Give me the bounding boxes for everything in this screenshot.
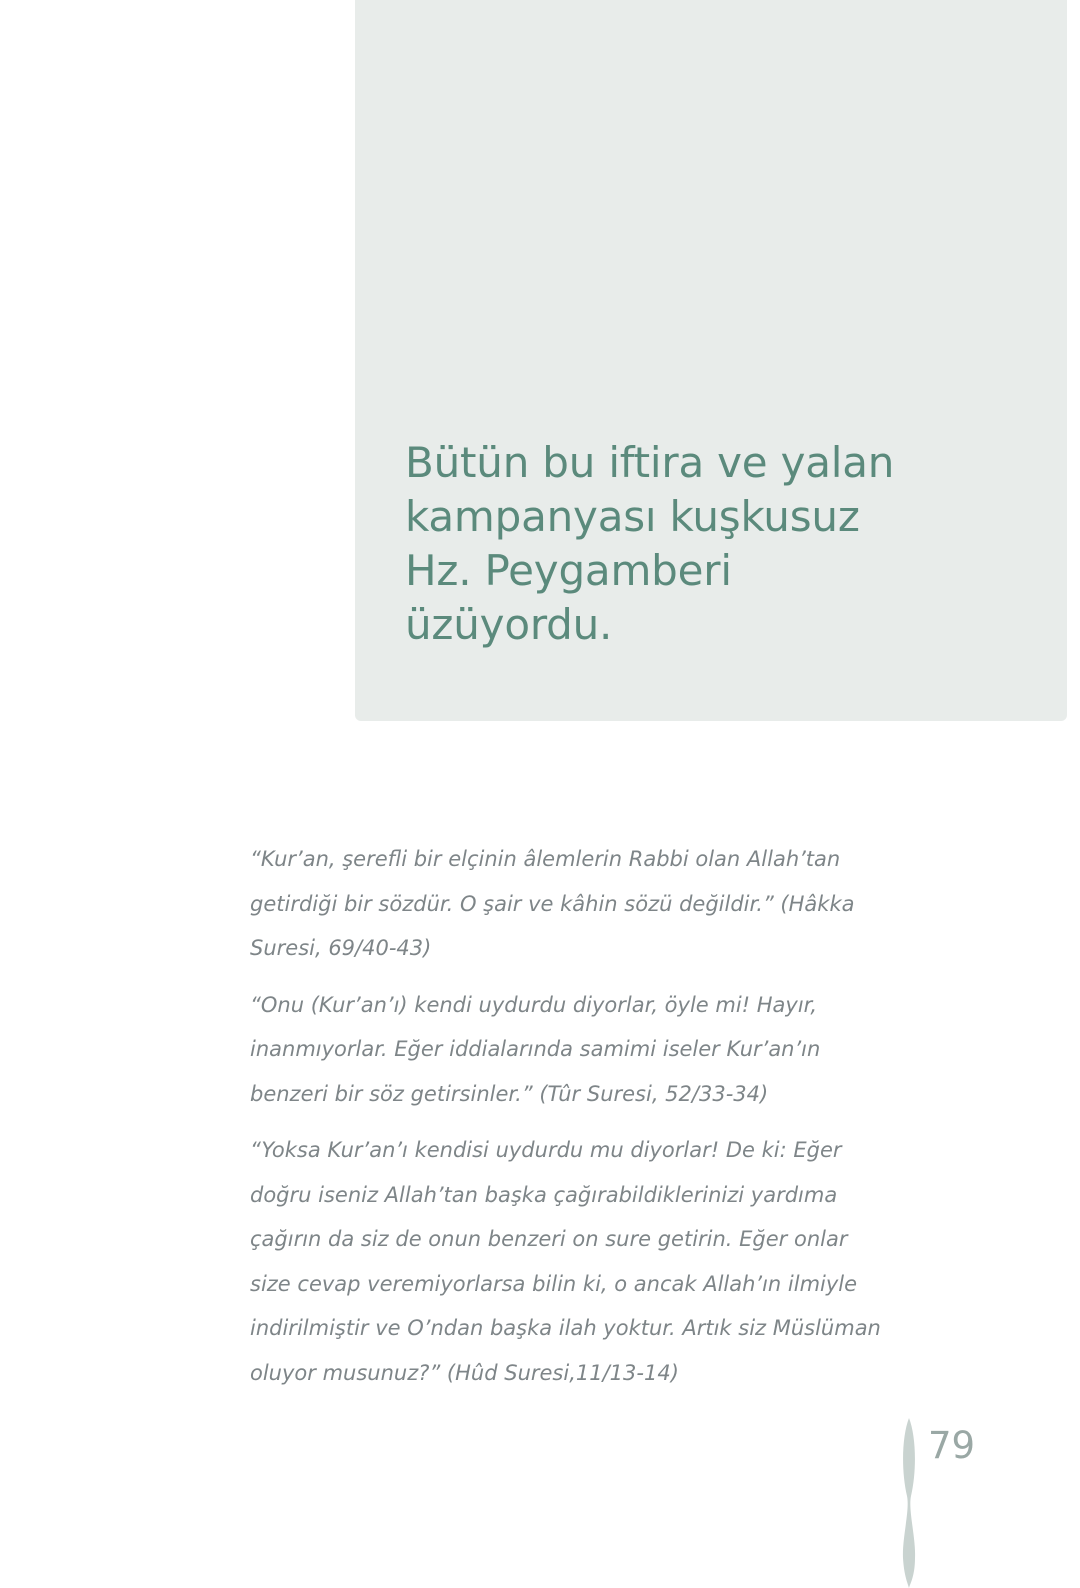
body-text — [250, 837, 890, 1407]
quote-paragraph: “Yoksa Kur’an’ı kendisi uydurdu mu diyorlar! De ki: Eğer doğru iseniz Allah’tan başka çağırabildiklerinizi yardıma çağırın da siz de onun benzeri on sure getirin. Eğer onlar size cevap veremiyorlarsa bilin ki, o ancak Allah’ın ilmiyle indirilmiştir ve O’ndan başka ilah yoktur. Artık siz Müslüman oluyor musunuz?” (Hûd Suresi,11/13-14) — [250, 1138, 881, 1385]
pullquote-line: Bütün bu iftira ve yalan — [405, 438, 895, 487]
quote-paragraph: “Onu (Kur’an’ı) kendi uydurdu diyorlar, öyle mi! Hayır, inanmıyorlar. Eğer iddialarında samimi iseler Kur’an’ın benzeri bir söz getirsinler.” (Tûr Suresi, 52/33-34) — [250, 992, 821, 1106]
pullquote — [405, 436, 925, 652]
pullquote-line: kampanyası kuşkusuz — [405, 492, 860, 541]
quote-paragraph: “Kur’an, şerefli bir elçinin âlemlerin Rabbi olan Allah’tan getirdiği bir sözdür. O şair ve kâhin sözü değildir.” (Hâkka Suresi, 69/40-43) — [250, 847, 855, 960]
pullquote-line: üzüyordu. — [405, 600, 613, 649]
pullquote-line: Hz. Peygamberi — [405, 546, 732, 595]
leaf-ornament-icon — [898, 1418, 920, 1588]
page-number: 79 — [928, 1424, 976, 1467]
